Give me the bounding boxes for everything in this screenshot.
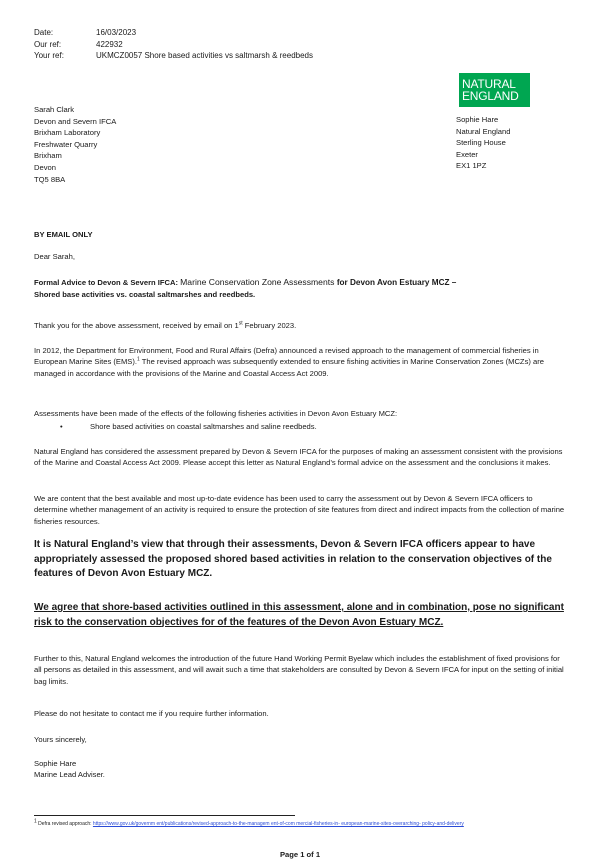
sender-line: Sophie Hare (456, 115, 499, 124)
list-item (60, 421, 317, 432)
paragraph-considered: Natural England has considered the assessment prepared by Devon & Severn IFCA for the purposes of making an assessment consistent with the provisions of the Marine and Coastal Access Act 2009. Please accept this letter as Natural England’s formal advice on the assessment and the conclusions it makes. (34, 447, 563, 468)
thanks-paragraph (34, 320, 568, 331)
recipient-address (34, 104, 116, 185)
subject-part-1: Formal Advice to Devon & Severn IFCA: (34, 278, 181, 287)
bullet-text: Shore based activities on coastal saltmarshes and saline reedbeds. (90, 422, 317, 431)
our-ref-label: Our ref: (34, 39, 62, 49)
date-label: Date: (34, 28, 54, 37)
paragraph-further: Further to this, Natural England welcomes the introduction of the future Hand Working Permit Byelaw which includes the establishment of fixed provisions for all persons as detailed in this assessment, and will await such a time that stakeholders are consulted by Devon & Severn IFCA for input on the setting of initial bag limits. (34, 654, 564, 686)
para-2012-text: In 2012, the Department for Environment, Food and Rural Affairs (Defra) announced a revised approach to the management of commercial fisheries in European Marine Sites (EMS). (34, 346, 539, 367)
sender-address (456, 114, 510, 172)
assessments-intro: Assessments have been made of the effects of the following fisheries activities in Devon Avon Estuary MCZ: (34, 409, 398, 418)
sender-line: EX1 1PZ (456, 161, 487, 171)
letter-meta (34, 27, 313, 62)
footnote-label: Defra revised approach: (36, 821, 93, 827)
recipient-line: Sarah Clark (34, 105, 75, 114)
paragraph-content: We are content that the best available and most up-to-date evidence has been used to carry the assessment out by Devon & Severn IFCA officers to determine whether management of an activity is required to ensure the protection of site features from direct and indirect impacts from the collection of marine fisheries resources. (34, 494, 565, 526)
closing: Yours sincerely, (34, 735, 87, 744)
recipient-line: Devon and Severn IFCA (34, 116, 117, 126)
page-number: Page 1 of 1 (279, 850, 321, 859)
subject-line-2: Shored base activities vs. coastal saltmarshes and reedbeds. (34, 290, 256, 299)
recipient-line: Brixham (34, 151, 62, 161)
recipient-line: Brixham Laboratory (34, 128, 101, 138)
footnote-marker: 1 (34, 818, 37, 825)
sender-line: Exeter (456, 149, 478, 159)
our-ref-row (34, 39, 313, 51)
paragraph-2012 (34, 345, 568, 379)
footnote-link[interactable]: https://www.gov.uk/governm ent/publications/revised-approach-to-the-managem ent-of-com mercial-fisheries-in- european-marine-sites-overarching- policy-and-delivery (92, 821, 464, 827)
paragraph-view: It is Natural England’s view that through their assessments, Devon & Severn IFCA officers appear to have appropriately assessed the proposed shored based activities in relation to the conservation objectives of the features of Devon Avon Estuary MCZ. (34, 539, 552, 579)
recipient-line: Freshwater Quarry (34, 139, 98, 149)
your-ref-row (34, 50, 313, 62)
footnote (34, 820, 574, 828)
your-ref-value: UKMCZ0057 Shore based activities vs saltmarsh & reedbeds (96, 51, 313, 60)
subject-part-2: Marine Conservation Zone Assessments (180, 277, 337, 287)
subject-line (34, 276, 568, 301)
thanks-sup: st (238, 320, 243, 327)
our-ref-value: 422932 (96, 39, 123, 49)
salutation: Dear Sarah, (34, 252, 75, 261)
sender-line: Sterling House (456, 138, 506, 148)
logo-line-2: ENGLAND (462, 89, 519, 103)
recipient-line: TQ5 8BA (34, 174, 66, 184)
thanks-text: Thank you for the above assessment, received by email on 1 (34, 321, 239, 330)
date-value: 16/03/2023 (96, 28, 137, 37)
paragraph-agree: We agree that shore-based activities outlined in this assessment, alone and in combination, pose no significant risk to the conservation objectives for of the features of the Devon Avon Estuary MCZ. (34, 602, 564, 628)
logo-line-1: NATURAL (462, 77, 516, 91)
footnote-divider (34, 815, 295, 816)
para-2012-after: The revised approach was subsequently extended to ensure fishing activities in Marine Conservation Zones (MCZs) are managed in accordance with the provisions of the Marine and Coastal Access Act 2009. (34, 357, 544, 378)
signature-name: Sophie Hare (34, 759, 77, 768)
natural-england-logo (459, 73, 530, 107)
by-email-notice: BY EMAIL ONLY (34, 230, 93, 239)
footnote-ref: 1 (136, 356, 140, 363)
paragraph-contact: Please do not hesitate to contact me if you require further information. (34, 709, 269, 718)
your-ref-label: Your ref: (34, 51, 64, 60)
sender-line: Natural England (456, 126, 511, 136)
recipient-line: Devon (34, 162, 56, 172)
thanks-after: February 2023. (242, 321, 297, 330)
signature-title: Marine Lead Adviser. (34, 770, 105, 779)
bullet-icon: • (60, 422, 63, 431)
date-row (34, 27, 313, 39)
subject-part-3: for Devon Avon Estuary MCZ – (336, 278, 457, 287)
